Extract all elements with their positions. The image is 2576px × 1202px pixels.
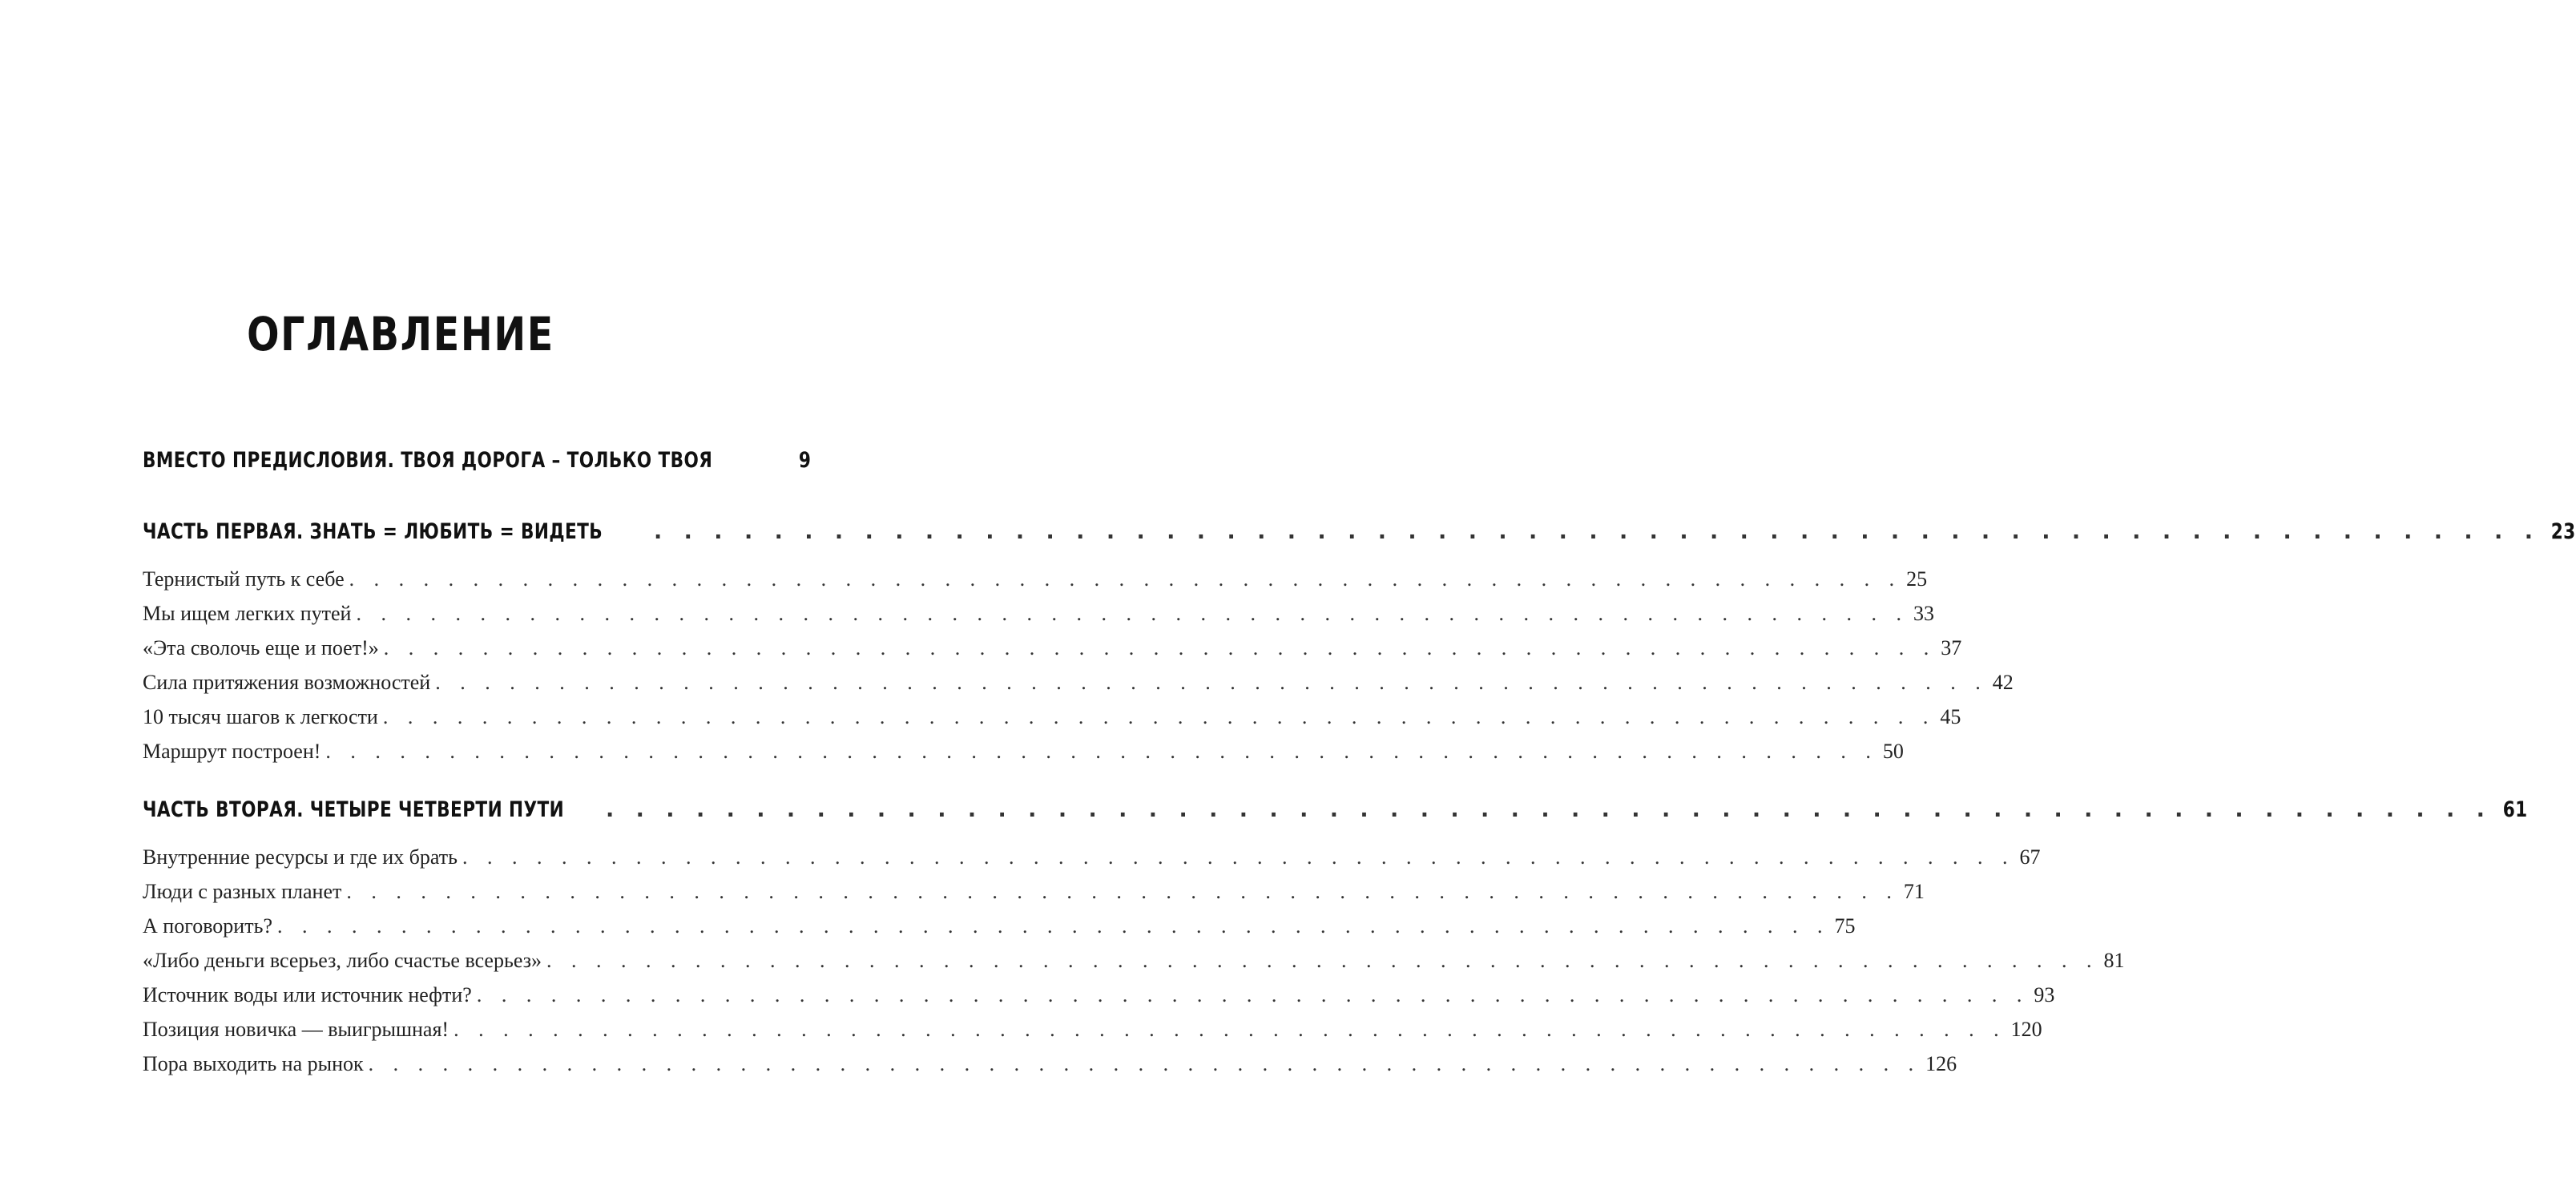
dot-leader: . . . . . . . . . . . . . . . . . . . . . . . . . . . . . . . . . . . . . . . . . . . . . . . . . . . . . . . . . . . . . . . (476, 983, 2030, 1006)
toc-heading-label: ВМЕСТО ПРЕДИСЛОВИЯ. ТВОЯ ДОРОГА – ТОЛЬКО ТВОЯ (143, 448, 713, 473)
toc-page-number: 81 (2103, 949, 2125, 972)
dot-leader: . . . . . . . . . . . . . . . . . . . . . . . . . . . . . . . . . . . . . . . . . . . . . . . . . . . . . . . . . . . . . . . (346, 880, 1899, 903)
toc-entry[interactable] (143, 601, 1934, 627)
toc-heading-label: ЧАСТЬ ПЕРВАЯ. ЗНАТЬ = ЛЮБИТЬ = ВИДЕТЬ (143, 519, 603, 544)
toc-entry-label: Мы ищем легких путей (143, 602, 352, 625)
dot-leader: . . . . . . . . . . . . . . . . . . . . . . . . . . . . . . . . . . . . . . . . . . . . . . . . . . . . . . . . . . . . . . . (356, 602, 1909, 625)
toc-page-number: 71 (1903, 880, 1925, 903)
toc-entry-label: Сила притяжения возможностей (143, 671, 431, 694)
toc-page-number: 50 (1882, 740, 1904, 763)
toc-entry-label: Пора выходить на рынок (143, 1052, 364, 1075)
toc-entry[interactable] (143, 982, 2055, 1008)
toc-entry[interactable] (143, 670, 2014, 696)
toc-page-number: 120 (2010, 1018, 2042, 1041)
toc-heading-part-two[interactable] (143, 797, 2528, 824)
toc-entry[interactable] (143, 845, 2041, 870)
toc-page-number: 37 (1941, 636, 1962, 659)
toc-page-number: 23 (2550, 519, 2576, 544)
toc-entry[interactable] (143, 879, 1925, 905)
dot-leader: . . . . . . . . . . . . . . . . . . . . . . . . . . . . . . . . . . . . . . . . . . . . . . . . . . . . . . . . . . . . . . . (383, 636, 1937, 659)
dot-leader: . . . . . . . . . . . . . . . . . . . . . . . . . . . . . . . . . . . . . . . . . . . . . . . . . . . . . . . . . . . . . . . (368, 1052, 1921, 1075)
toc-entry-label: 10 тысяч шагов к легкости (143, 705, 378, 728)
toc-entry[interactable] (143, 948, 2125, 974)
toc-page-number: 61 (2502, 797, 2528, 822)
toc-heading-preface[interactable] (143, 447, 812, 474)
toc-page-number: 42 (1992, 671, 2014, 694)
dot-leader: . . . . . . . . . . . . . . . . . . . . . . . . . . . . . . . . . . . . . . . . . . . . . . . . . . . . . . . . . . . . . . . (325, 740, 1878, 763)
toc-entry-label: Тернистый путь к себе (143, 567, 345, 591)
toc-entry-label: «Либо деньги всерьез, либо счастье всерьез» (143, 949, 542, 972)
toc-entry-label: А поговорить? (143, 914, 272, 938)
toc-page-number: 93 (2034, 983, 2055, 1006)
toc-entry[interactable] (143, 567, 1928, 592)
toc-page-number: 45 (1940, 705, 1961, 728)
toc-page-number: 67 (2019, 845, 2041, 869)
page-title: ОГЛАВЛЕНИЕ (247, 307, 554, 361)
toc-page-number: 9 (799, 448, 812, 473)
dot-leader: . . . . . . . . . . . . . . . . . . . . . . . . . . . . . . . . . . . . . . . . . . . . . . . . . . . . . . . . . . . . . . . (349, 567, 1902, 591)
toc-page-number: 75 (1834, 914, 1856, 938)
toc-page-number: 25 (1906, 567, 1928, 591)
toc-entry[interactable] (143, 1051, 1957, 1077)
toc-entry[interactable] (143, 1017, 2042, 1043)
dot-leader: . . . . . . . . . . . . . . . . . . . . . . . . . . . . . . . . . . . . . . . . . . . . . . . . . . . . . . . . . . . . . . . (382, 705, 1936, 728)
toc-entry[interactable] (143, 635, 1962, 661)
toc-entry-label: Позиция новичка — выигрышная! (143, 1018, 449, 1041)
toc-entry-label: Источник воды или источник нефти? (143, 983, 472, 1006)
toc-entry[interactable] (143, 914, 1856, 939)
dot-leader: . . . . . . . . . . . . . . . . . . . . . . . . . . . . . . . . . . . . . . . . . . . . . . . . . . . . . . . . . . . . . . . (653, 519, 2540, 544)
toc-page-number: 126 (1925, 1052, 1957, 1075)
dot-leader: . . . . . . . . . . . . . . . . . . . . . . . . . . . . . . . . . . . . . . . . . . . . . . . . . . . . . . . . . . . . . . . (605, 797, 2492, 822)
dot-leader: . . . . . . . . . . . . . . . . . . . . . . . . . . . . . . . . . . . . . . . . . . . . . . . . . . . . . . . . . . . . . . . (454, 1018, 2006, 1041)
dot-leader: . . . . . . . . . . . . . . . . . . . . . . . . . . . . . . . . . . . . . . . . . . . . . . . . . . . . . . . . . . . . . . . (546, 949, 2099, 972)
toc-entry[interactable] (143, 704, 1961, 730)
toc-entry-label: Люди с разных планет (143, 880, 342, 903)
toc-entry-label: Внутренние ресурсы и где их брать (143, 845, 458, 869)
toc-entry-label: Маршрут построен! (143, 740, 321, 763)
toc-entry[interactable] (143, 739, 1904, 764)
toc-entry-label: «Эта сволочь еще и поет!» (143, 636, 379, 659)
dot-leader: . . . . . . . . . . . . . . . . . . . . . . . . . . . . . . . . . . . . . . . . . . . . . . . . . . . . . . . . . . . . . . . (462, 845, 2015, 869)
toc-page-number: 33 (1913, 602, 1934, 625)
toc-heading-part-one[interactable] (143, 518, 2576, 546)
dot-leader: . . . . . . . . . . . . . . . . . . . . . . . . . . . . . . . . . . . . . . . . . . . . . . . . . . . . . . . . . . . . . . . (435, 671, 1988, 694)
toc-heading-label: ЧАСТЬ ВТОРАЯ. ЧЕТЫРЕ ЧЕТВЕРТИ ПУТИ (143, 797, 565, 822)
dot-leader: . . . . . . . . . . . . . . . . . . . . . . . . . . . . . . . . . . . . . . . . . . . . . . . . . . . . . . . . . . . . . . . (276, 914, 1830, 938)
